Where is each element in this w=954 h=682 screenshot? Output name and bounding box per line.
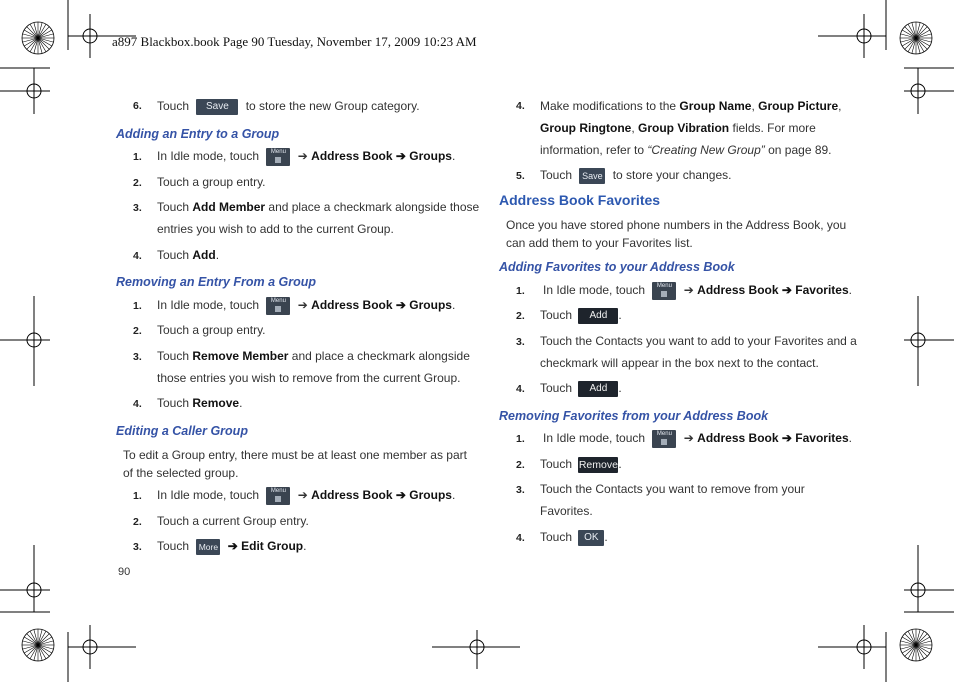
step-text: Make modifications to the Group Name, Group Picture, Group Ringtone, Group Vibration fields. For more information, refer to “Creating New Group” on page 89. bbox=[540, 99, 842, 157]
ok-button: OK bbox=[578, 530, 604, 546]
step-number: 3. bbox=[133, 202, 142, 214]
step-number: 2. bbox=[133, 516, 142, 528]
step-text: Touch a group entry. bbox=[157, 323, 266, 337]
step-number: 2. bbox=[516, 459, 525, 471]
section-heading: Adding Favorites to your Address Book bbox=[499, 260, 735, 274]
step-number: 1. bbox=[516, 433, 525, 445]
step-text: In Idle mode, touch Menu ➔ Address Book ➔ Groups. bbox=[157, 484, 455, 506]
step-number: 5. bbox=[516, 170, 525, 182]
add-button: Add bbox=[578, 381, 618, 397]
step-text: Touch the Contacts you want to remove from your Favorites. bbox=[540, 482, 805, 518]
step-text: Touch a current Group entry. bbox=[157, 514, 309, 528]
step-text: Touch Add . bbox=[540, 381, 622, 395]
step-text: Touch Add . bbox=[540, 308, 622, 322]
step-text: In Idle mode, touch Menu ➔ Address Book ➔ Favorites. bbox=[543, 427, 852, 449]
page-number: 90 bbox=[118, 566, 131, 578]
page-header: a897 Blackbox.book Page 90 Tuesday, November 17, 2009 10:23 AM bbox=[112, 34, 477, 49]
step-number: 3. bbox=[133, 351, 142, 363]
step-text bbox=[157, 95, 420, 117]
step-number: 3. bbox=[133, 541, 142, 553]
step-number: 4. bbox=[516, 383, 525, 395]
menu-icon: Menu bbox=[652, 430, 676, 448]
step-number: 6. bbox=[133, 100, 142, 112]
step-text: Touch Remove. bbox=[540, 457, 622, 471]
menu-icon: Menu bbox=[266, 148, 290, 166]
step-number: 1. bbox=[133, 300, 142, 312]
step-text-post: to store the new Group category. bbox=[245, 99, 420, 113]
step-number: 3. bbox=[516, 484, 525, 496]
step-number: 4. bbox=[516, 532, 525, 544]
add-button: Add bbox=[578, 308, 618, 324]
more-button: More bbox=[196, 539, 220, 555]
step-text: In Idle mode, touch Menu ➔ Address Book ➔ Favorites. bbox=[543, 279, 852, 301]
step-number: 4. bbox=[133, 250, 142, 262]
save-button: Save bbox=[196, 99, 238, 115]
step-text-pre: Touch bbox=[157, 99, 190, 113]
section-heading: Adding an Entry to a Group bbox=[116, 127, 280, 141]
remove-button: Remove bbox=[578, 458, 618, 471]
section-heading: Editing a Caller Group bbox=[116, 424, 248, 438]
menu-icon: Menu bbox=[652, 282, 676, 300]
step-text: Touch More ➔ Edit Group. bbox=[157, 539, 307, 553]
step-text: Touch Remove Member and place a checkmark alongside those entries you wish to remove from the current Group. bbox=[157, 349, 470, 385]
paragraph: To edit a Group entry, there must be at least one member as part of the selected group. bbox=[123, 448, 467, 480]
step-text: In Idle mode, touch Menu ➔ Address Book ➔ Groups. bbox=[157, 145, 455, 167]
section-heading: Removing an Entry From a Group bbox=[116, 275, 317, 289]
section-title: Address Book Favorites bbox=[499, 192, 661, 208]
step-number: 3. bbox=[516, 336, 525, 348]
step-text: Touch Add Member and place a checkmark alongside those entries you wish to add to the current Group. bbox=[157, 200, 480, 236]
step-text: Touch a group entry. bbox=[157, 175, 266, 189]
paragraph: Once you have stored phone numbers in the Address Book, you can add them to your Favorites list. bbox=[506, 218, 847, 250]
step-number: 2. bbox=[133, 325, 142, 337]
step-text: Touch Add. bbox=[157, 248, 220, 262]
step-number: 1. bbox=[516, 285, 525, 297]
step-number: 1. bbox=[133, 151, 142, 163]
save-button: Save bbox=[579, 168, 605, 184]
step-text: Touch OK . bbox=[540, 530, 608, 544]
menu-icon: Menu bbox=[266, 297, 290, 315]
step-number: 1. bbox=[133, 490, 142, 502]
step-text: Touch the Contacts you want to add to your Favorites and a checkmark will appear in the box next to the contact. bbox=[540, 334, 857, 370]
step-text: In Idle mode, touch Menu ➔ Address Book ➔ Groups. bbox=[157, 294, 455, 316]
step-text: Touch Save to store your changes. bbox=[540, 168, 732, 182]
step-number: 2. bbox=[133, 177, 142, 189]
menu-icon: Menu bbox=[266, 487, 290, 505]
section-heading: Removing Favorites from your Address Book bbox=[499, 409, 769, 423]
step-number: 4. bbox=[133, 398, 142, 410]
step-number: 2. bbox=[516, 310, 525, 322]
step-text: Touch Remove. bbox=[157, 396, 243, 410]
step-number: 4. bbox=[516, 100, 525, 112]
